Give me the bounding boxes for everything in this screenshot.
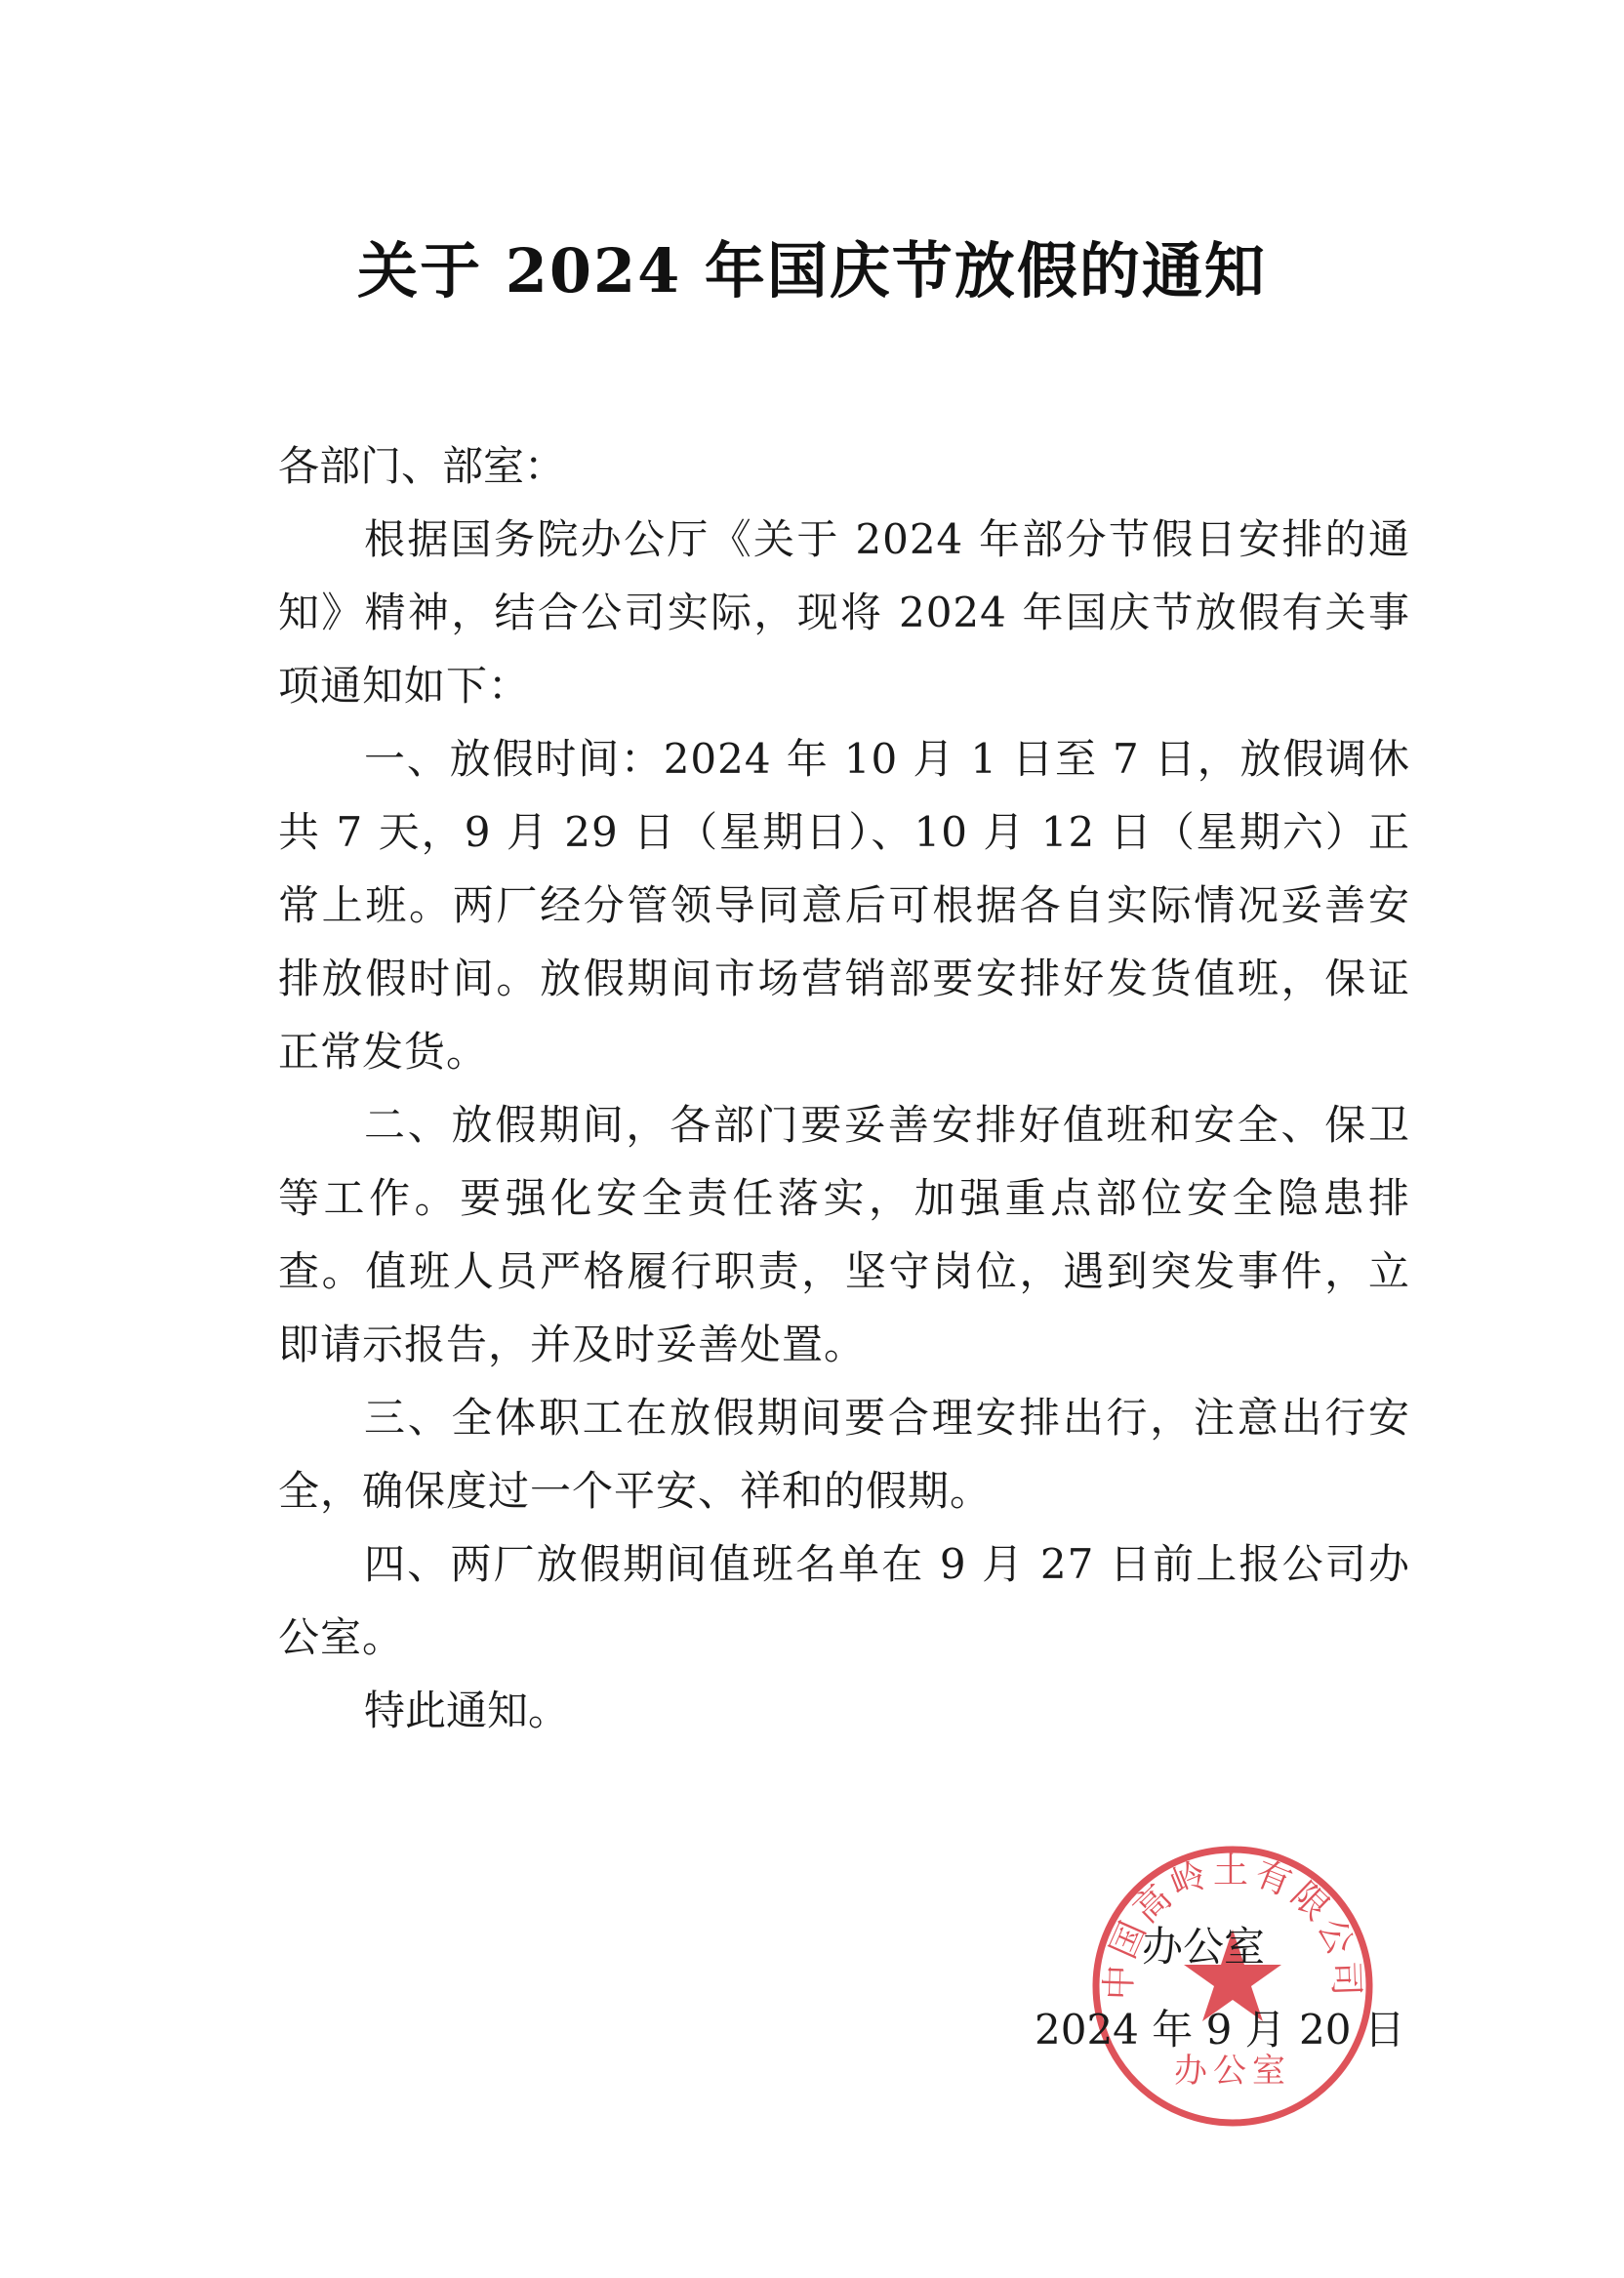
paragraph-item-1: 一、放假时间：2024 年 10 月 1 日至 7 日，放假调休共 7 天，9 月 29 日（星期日）、10 月 12 日（星期六）正常上班。两厂经分管领导同意后可根据各自实际情况妥善安排放假时间。放假期间市场营销部要安排好发货值班，保证正常发货。 — [278, 735, 1410, 1076]
signature-date: 2024 年 9 月 20 日 — [1035, 2006, 1405, 2054]
svg-text:中国高岭土有限公司: 中国高岭土有限公司 — [1099, 1851, 1366, 2001]
paragraph-item-4: 四、两厂放假期间值班名单在 9 月 27 日前上报公司办公室。 — [278, 1540, 1410, 1661]
paragraph-item-2: 二、放假期间，各部门要妥善安排好值班和安全、保卫等工作。要强化安全责任落实，加强重点部位安全隐患排查。值班人员严格履行职责，坚守岗位，遇到突发事件，立即请示报告，并及时妥善处置。 — [278, 1101, 1410, 1368]
official-seal-icon — [1086, 1840, 1379, 2133]
salutation: 各部门、部室： — [278, 442, 566, 490]
svg-text:办公室: 办公室 — [1174, 2052, 1291, 2091]
paragraph-item-3: 三、全体职工在放假期间要合理安排出行，注意出行安全，确保度过一个平安、祥和的假期。 — [278, 1394, 1410, 1515]
closing-line: 特此通知。 — [364, 1687, 570, 1734]
document-body — [278, 503, 1410, 1747]
signature-department: 办公室 — [1142, 1923, 1266, 1971]
paragraph-intro: 根据国务院办公厅《关于 2024 年部分节假日安排的通知》精神，结合公司实际，现将 2024 年国庆节放假有关事项通知如下： — [278, 515, 1410, 710]
document-title: 关于 2024 年国庆节放假的通知 — [357, 235, 1267, 306]
